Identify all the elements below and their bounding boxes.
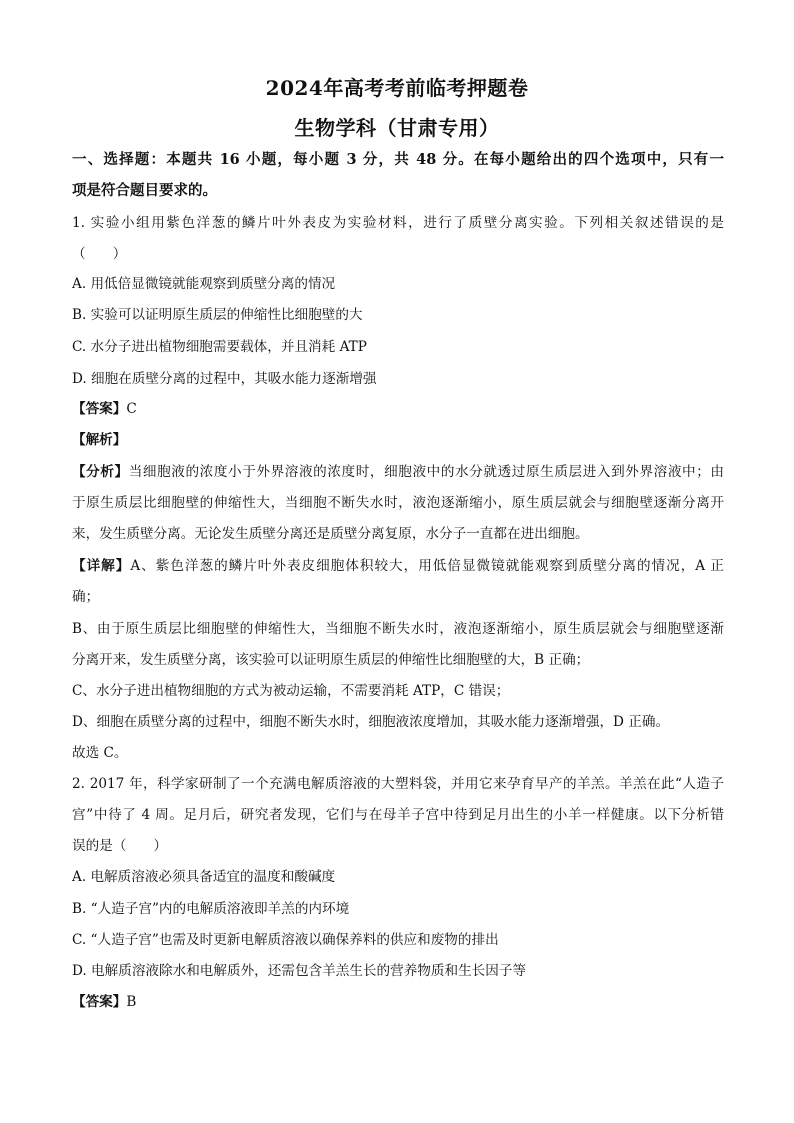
q1-stem-line-1: 1. 实验小组用紫色洋葱的鳞片叶外表皮为实验材料，进行了质壁分离实验。下列相关叙述错误的是 [72,215,724,231]
q1-fenxi-line-2: 于原生质层比细胞壁的伸缩性大，当细胞不断失水时，液泡逐渐缩小，原生质层就会与细胞壁逐渐分离开 [72,495,724,511]
page-title: 2024年高考考前临考押题卷 [265,76,529,100]
q1-answer [72,399,724,419]
q1-xiangjie-line-1 [72,556,724,576]
q2-option-b: B. “人造子宫”内的电解质溶液即羊羔的内环境 [72,901,350,917]
q2-option-d: D. 电解质溶液除水和电解质外，还需包含羊羔生长的营养物质和生长因子等 [72,963,527,979]
q1-xiangjie-line-2: 确； [72,589,100,605]
page-subtitle: 生物学科（甘肃专用） [294,116,500,140]
q1-option-a: A. 用低倍显微镜就能观察到质壁分离的情况 [72,276,336,292]
q1-c-line: C、水分子进出植物细胞的方式为被动运输，不需要消耗 ATP，C 错误； [72,683,510,699]
section-heading-line-2: 项是符合题目要求的。 [72,182,217,199]
fenxi-text-1: 当细胞液的浓度小于外界溶液的浓度时，细胞液中的水分就透过原生质层进入到外界溶液中；由 [128,464,724,480]
q1-option-c: C. 水分子进出植物细胞需要载体，并且消耗 ATP [72,339,367,355]
answer-tag: 【答案】 [72,994,127,1010]
q1-stem-line-2: （ ） [72,246,127,262]
q1-b-line-2: 分离开来，发生质壁分离，该实验可以证明原生质层的伸缩性比细胞壁的大，B 正确； [72,652,590,668]
q2-stem-line-3: 误的是（ ） [72,838,168,854]
answer-value: B [126,994,137,1010]
q1-d-line: D、细胞在质壁分离的过程中，细胞不断失水时，细胞液浓度增加，其吸水能力逐渐增强，D 正确。 [72,714,670,730]
q2-option-c: C. “人造子宫”也需及时更新电解质溶液以确保养料的供应和废物的排出 [72,932,499,948]
fenxi-tag: 【分析】 [72,464,129,480]
q1-conclusion: 故选 C。 [72,745,128,761]
q2-stem-line-2: 宫”中待了 4 周。足月后，研究者发现，它们与在母羊子宫中待到足月出生的小羊一样健康。以下分析错 [72,807,724,823]
q1-option-b: B. 实验可以证明原生质层的伸缩性比细胞壁的大 [72,307,363,323]
q1-fenxi-line-1 [72,462,724,482]
q2-stem-line-1: 2. 2017 年，科学家研制了一个充满电解质溶液的大塑料袋，并用它来孕育早产的羊羔。羊羔在此“人造子 [72,776,724,792]
q1-fenxi-line-3: 来，发生质壁分离。无论发生质壁分离还是质壁分离复原，水分子一直都在进出细胞。 [72,526,589,542]
q1-option-d: D. 细胞在质壁分离的过程中，其吸水能力逐渐增强 [72,371,377,387]
answer-value: C [126,401,137,417]
q1-analysis-tag: 【解析】 [72,432,127,448]
q2-option-a: A. 电解质溶液必须具备适宜的温度和酸碱度 [72,869,336,885]
section-heading-line-1: 一、选择题：本题共 16 小题，每小题 3 分，共 48 分。在每小题给出的四个选项中，只有一 [72,151,724,168]
xiangjie-text-1: A、紫色洋葱的鳞片叶外表皮细胞体积较大，用低倍显微镜就能观察到质壁分离的情况，A 正 [130,558,725,574]
q1-b-line-1: B、由于原生质层比细胞壁的伸缩性大，当细胞不断失水时，液泡逐渐缩小，原生质层就会与细胞壁逐渐 [72,621,724,637]
q2-answer [72,992,724,1012]
answer-tag: 【答案】 [72,401,127,417]
xiangjie-tag: 【详解】 [72,558,131,574]
